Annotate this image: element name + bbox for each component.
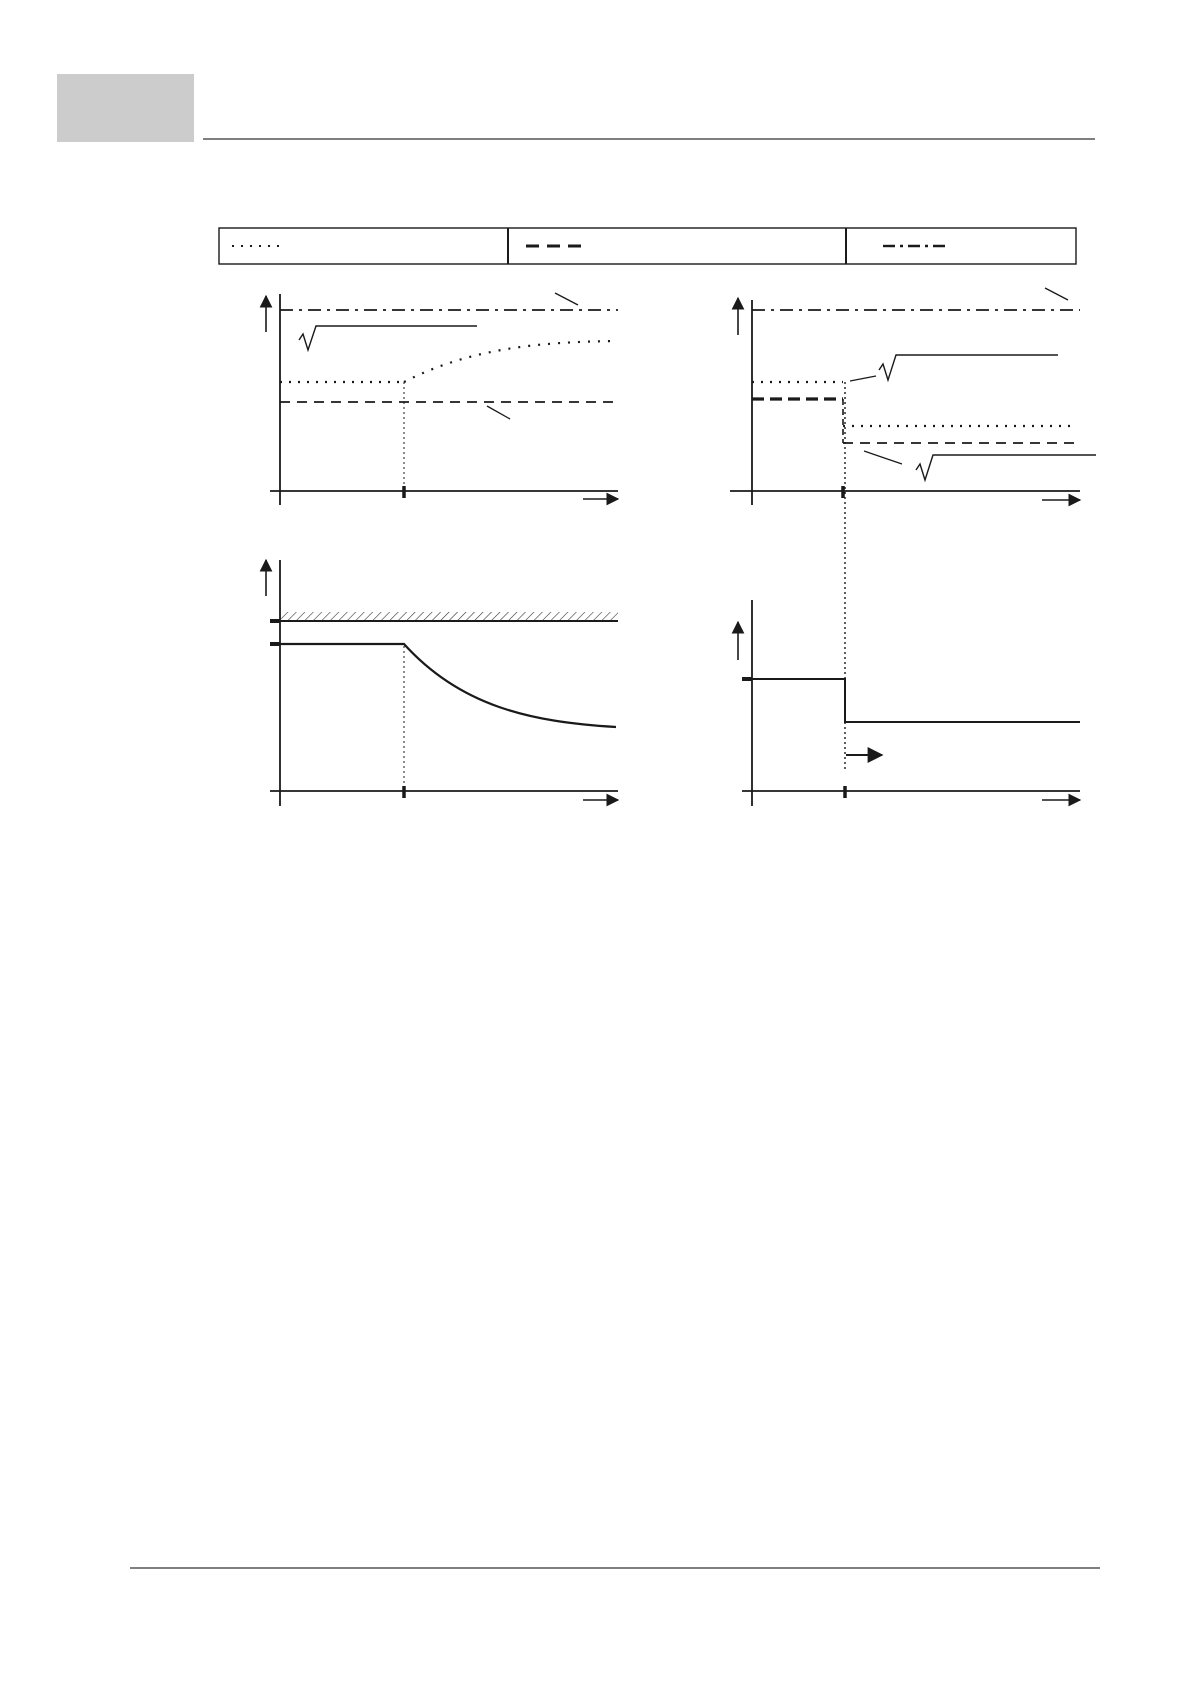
legend-frame (219, 228, 1076, 264)
diagram-top-left (266, 293, 618, 505)
hatched-limit-band (281, 612, 618, 621)
label-leader-2 (487, 406, 510, 419)
legend (219, 228, 1076, 264)
diagram-bottom-right (738, 600, 1080, 806)
sqrt-label-sign-2 (916, 455, 1096, 480)
diagram-top-right (730, 288, 1096, 772)
solid-step-down (752, 679, 1080, 722)
label-leader-1 (555, 293, 578, 305)
dotted-rising-curve (404, 341, 616, 382)
sqrt-label-sign (299, 326, 477, 350)
sqrt-label-sign-1 (879, 355, 1058, 380)
diagram-bottom-left (266, 560, 618, 806)
label-leader-3 (864, 451, 902, 464)
label-leader-2 (850, 376, 876, 381)
solid-decaying-curve (280, 644, 616, 727)
label-leader-1 (1045, 288, 1068, 300)
header-tab (57, 74, 194, 142)
